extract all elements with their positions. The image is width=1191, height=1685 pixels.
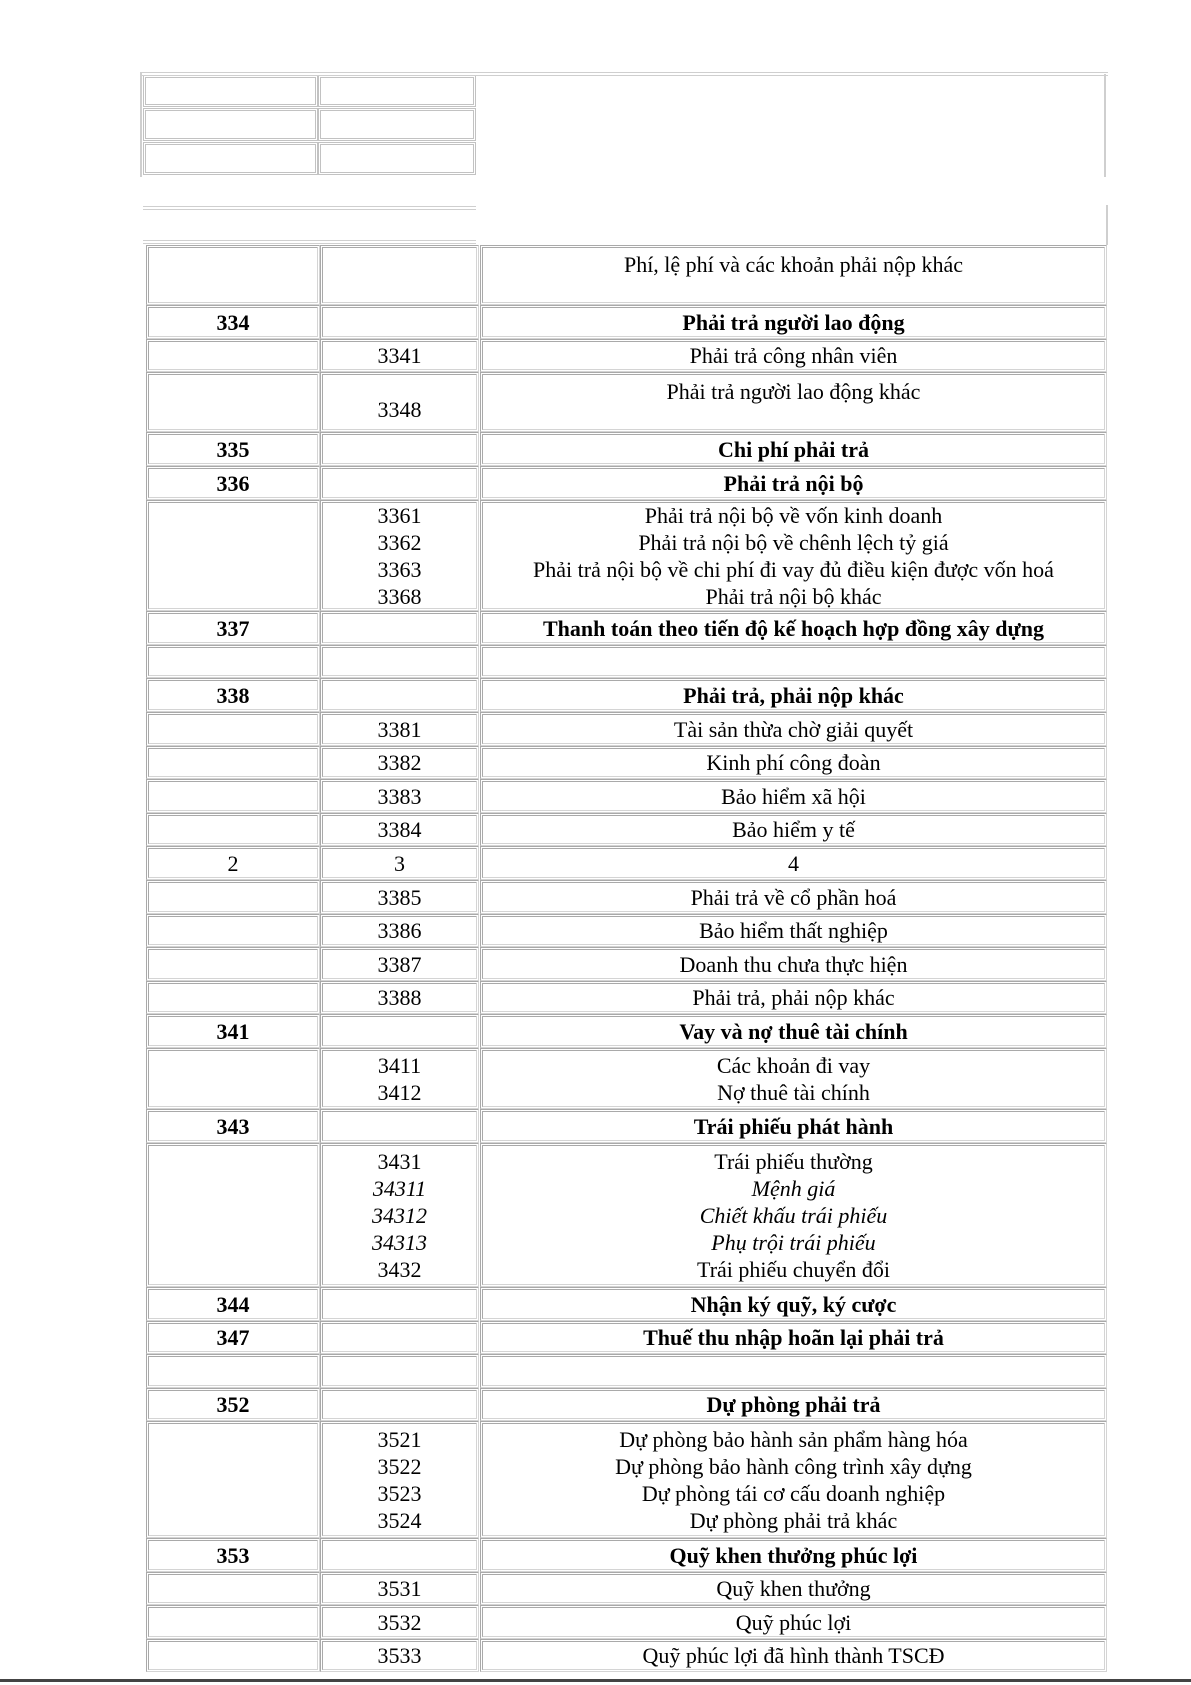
- sub-account-code: 3341: [377, 343, 422, 368]
- account-level1-cell: [146, 339, 320, 372]
- header-fragment-border: [1104, 74, 1106, 177]
- sub-account-code: 3431: [377, 1148, 422, 1174]
- account-level1-cell: [146, 914, 320, 947]
- account-name: Trái phiếu phát hành: [693, 1113, 894, 1139]
- account-name: Phải trả, phải nộp khác: [692, 985, 895, 1010]
- account-name: Các khoản đi vay: [716, 1052, 871, 1078]
- sub-account-code: 34312: [372, 1202, 427, 1228]
- account-level2-cell: [320, 813, 479, 846]
- sub-account-code: 3531: [377, 1576, 422, 1601]
- account-name-cell: [480, 645, 1107, 678]
- account-name-cell: [480, 1321, 1107, 1354]
- sub-account-code: 3383: [377, 783, 422, 809]
- account-name-cell: [480, 432, 1107, 466]
- account-name-cell: [480, 914, 1107, 947]
- account-name: Phụ trội trái phiếu: [711, 1229, 876, 1255]
- account-name: Bảo hiểm xã hội: [721, 783, 866, 809]
- account-name: Bảo hiểm thất nghiệp: [699, 918, 888, 943]
- account-name-cell: [480, 1354, 1107, 1388]
- account-code: 336: [216, 470, 250, 496]
- account-level2-cell: [320, 1605, 479, 1639]
- sub-account-code: 3533: [377, 1643, 422, 1668]
- account-name: Thanh toán theo tiến độ kế hoạch hợp đồng xây dựng: [543, 615, 1044, 641]
- sub-account-code: 3361: [377, 502, 422, 528]
- header-fragment-cell: [318, 142, 476, 175]
- account-code: 347: [216, 1325, 250, 1350]
- account-name: Phải trả nội bộ: [723, 470, 864, 496]
- account-level1-cell: [146, 432, 320, 466]
- header-fragment-cell: [143, 108, 318, 141]
- account-name-cell: [480, 305, 1107, 339]
- header-fragment-cell: [318, 108, 476, 141]
- account-code: 2: [227, 850, 239, 876]
- account-level1-cell: [146, 1287, 320, 1321]
- account-name: Dự phòng tái cơ cấu doanh nghiệp: [641, 1480, 946, 1506]
- account-name-cell: [480, 245, 1107, 305]
- sub-account-code: 3532: [377, 1609, 422, 1635]
- header-fragment-border: [1106, 205, 1108, 245]
- account-level2-cell: [320, 1572, 479, 1605]
- account-name: Phải trả, phải nộp khác: [683, 682, 904, 708]
- account-name: Doanh thu chưa thực hiện: [679, 951, 908, 977]
- account-level2-cell: [320, 1048, 479, 1109]
- account-level1-cell: [146, 981, 320, 1014]
- account-name: 4: [788, 850, 799, 876]
- account-name-cell: [480, 981, 1107, 1014]
- account-level2-cell: [320, 1421, 479, 1538]
- sub-account-code: 3432: [377, 1256, 422, 1282]
- account-code: 337: [216, 615, 250, 641]
- account-level1-cell: [146, 1605, 320, 1639]
- account-name-cell: [480, 372, 1107, 432]
- sub-account-code: 3387: [377, 951, 422, 977]
- account-level1-cell: [146, 813, 320, 846]
- account-name: Trái phiếu thường: [714, 1148, 873, 1174]
- account-code: 352: [216, 1392, 250, 1417]
- account-name: Dự phòng phải trả: [706, 1392, 881, 1417]
- account-level2-cell: [320, 1143, 479, 1287]
- header-fragment-border: [140, 72, 1108, 76]
- account-name: Quỹ phúc lợi: [735, 1609, 852, 1635]
- account-level1-cell: [146, 305, 320, 339]
- account-level1-cell: [146, 500, 320, 611]
- account-name-cell: [480, 1421, 1107, 1538]
- account-level2-cell: [320, 645, 479, 678]
- sub-account-code: 3363: [377, 556, 422, 582]
- account-level1-cell: [146, 1388, 320, 1421]
- sub-account-code: 3412: [377, 1079, 422, 1105]
- page-bottom-rule: [0, 1679, 1191, 1682]
- account-level1-cell: [146, 1639, 320, 1672]
- account-name: Quỹ khen thưởng: [716, 1576, 871, 1601]
- account-level2-cell: [320, 1639, 479, 1672]
- header-fragment-border: [140, 72, 142, 177]
- account-name: Dự phòng bảo hành sản phẩm hàng hóa: [619, 1426, 968, 1452]
- account-level2-cell: [320, 372, 479, 432]
- account-name-cell: [480, 1287, 1107, 1321]
- sub-account-code: 3: [394, 850, 405, 876]
- account-code: 341: [216, 1018, 250, 1044]
- account-level2-cell: [320, 245, 479, 305]
- account-code: 338: [216, 682, 250, 708]
- sub-account-code: 3384: [377, 817, 422, 842]
- account-name-cell: [480, 466, 1107, 500]
- account-level2-cell: [320, 678, 479, 712]
- sub-account-code: 3386: [377, 918, 422, 943]
- account-name-cell: [480, 779, 1107, 813]
- account-level1-cell: [146, 1538, 320, 1572]
- account-level2-cell: [320, 981, 479, 1014]
- header-fragment-cell: [143, 75, 318, 107]
- account-code: 334: [216, 309, 250, 335]
- account-name: Dự phòng phải trả khác: [689, 1507, 898, 1533]
- account-level2-cell: [320, 1109, 479, 1143]
- account-level2-cell: [320, 947, 479, 981]
- account-level2-cell: [320, 611, 479, 645]
- account-level2-cell: [320, 339, 479, 372]
- sub-account-code: 3368: [377, 583, 422, 609]
- account-name-cell: [480, 1572, 1107, 1605]
- header-fragment-border: [143, 206, 476, 210]
- account-name: Tài sản thừa chờ giải quyết: [673, 716, 914, 742]
- sub-account-code: 3522: [377, 1453, 422, 1479]
- account-level2-cell: [320, 746, 479, 779]
- account-name-cell: [480, 947, 1107, 981]
- account-level1-cell: [146, 611, 320, 645]
- account-name: Nhận ký quỹ, ký cược: [690, 1291, 897, 1317]
- account-level2-cell: [320, 500, 479, 611]
- account-name: Quỹ khen thưởng phúc lợi: [669, 1542, 918, 1568]
- account-name-cell: [480, 339, 1107, 372]
- account-level2-cell: [320, 1014, 479, 1048]
- account-name-cell: [480, 846, 1107, 880]
- account-level1-cell: [146, 1143, 320, 1287]
- sub-account-code: 3385: [377, 884, 422, 910]
- account-level2-cell: [320, 466, 479, 500]
- account-level1-cell: [146, 846, 320, 880]
- account-name: Phí, lệ phí và các khoản phải nộp khác: [623, 252, 964, 277]
- account-name-cell: [480, 1388, 1107, 1421]
- account-name: Phải trả nội bộ về chi phí đi vay đủ điều kiện được vốn hoá: [533, 556, 1054, 582]
- account-level1-cell: [146, 678, 320, 712]
- account-name: Phải trả công nhân viên: [689, 343, 898, 368]
- account-name-cell: [480, 611, 1107, 645]
- account-level1-cell: [146, 1109, 320, 1143]
- sub-account-code: 3521: [377, 1426, 422, 1452]
- account-level1-cell: [146, 712, 320, 746]
- account-name: Kinh phí công đoàn: [706, 750, 881, 775]
- account-name: Thuế thu nhập hoãn lại phải trả: [643, 1325, 944, 1350]
- account-name: Dự phòng bảo hành công trình xây dựng: [615, 1453, 972, 1479]
- account-name-cell: [480, 1538, 1107, 1572]
- account-name: Vay và nợ thuê tài chính: [679, 1018, 908, 1044]
- account-level2-cell: [320, 712, 479, 746]
- sub-account-code: 3523: [377, 1480, 422, 1506]
- account-level2-cell: [320, 1354, 479, 1388]
- account-level2-cell: [320, 1287, 479, 1321]
- account-name-cell: [480, 1014, 1107, 1048]
- account-level1-cell: [146, 1321, 320, 1354]
- account-level1-cell: [146, 880, 320, 914]
- header-fragment-border: [143, 240, 476, 244]
- account-name-cell: [480, 813, 1107, 846]
- sub-account-code: 3348: [377, 397, 422, 422]
- account-level1-cell: [146, 372, 320, 432]
- account-level2-cell: [320, 914, 479, 947]
- sub-account-code: 3381: [377, 716, 422, 742]
- account-name-cell: [480, 500, 1107, 611]
- account-level2-cell: [320, 846, 479, 880]
- account-level2-cell: [320, 1538, 479, 1572]
- account-level2-cell: [320, 432, 479, 466]
- account-code: 343: [216, 1113, 250, 1139]
- account-level1-cell: [146, 1048, 320, 1109]
- sub-account-code: 3382: [377, 750, 422, 775]
- account-name: Trái phiếu chuyển đổi: [697, 1256, 890, 1282]
- account-name: Phải trả nội bộ về chênh lệch tỷ giá: [638, 529, 949, 555]
- account-level1-cell: [146, 1014, 320, 1048]
- account-name: Phải trả nội bộ khác: [705, 583, 882, 609]
- account-level1-cell: [146, 947, 320, 981]
- sub-account-code: 3524: [377, 1507, 422, 1533]
- sub-account-code: 3362: [377, 529, 422, 555]
- account-level1-cell: [146, 1354, 320, 1388]
- sub-account-code: 3388: [377, 985, 422, 1010]
- account-name: Chi phí phải trả: [718, 436, 869, 462]
- account-name: Phải trả người lao động khác: [666, 379, 921, 404]
- account-name-cell: [480, 678, 1107, 712]
- account-level1-cell: [146, 245, 320, 305]
- account-name: Mệnh giá: [751, 1175, 836, 1201]
- account-name-cell: [480, 1109, 1107, 1143]
- account-name-cell: [480, 746, 1107, 779]
- account-name-cell: [480, 1143, 1107, 1287]
- account-name: Phải trả người lao động: [682, 309, 905, 335]
- account-level1-cell: [146, 645, 320, 678]
- account-level1-cell: [146, 1572, 320, 1605]
- account-level2-cell: [320, 1388, 479, 1421]
- sub-account-code: 3411: [377, 1052, 422, 1078]
- account-name-cell: [480, 1605, 1107, 1639]
- header-fragment-cell: [143, 142, 318, 175]
- account-name: Nợ thuê tài chính: [717, 1079, 870, 1105]
- account-name: Bảo hiểm y tế: [732, 817, 855, 842]
- sub-account-code: 34311: [372, 1175, 427, 1201]
- account-code: 335: [216, 436, 250, 462]
- account-code: 344: [216, 1291, 250, 1317]
- account-level2-cell: [320, 305, 479, 339]
- account-level2-cell: [320, 880, 479, 914]
- account-level2-cell: [320, 779, 479, 813]
- account-level1-cell: [146, 746, 320, 779]
- sub-account-code: 34313: [372, 1229, 427, 1255]
- account-name: Phải trả về cổ phần hoá: [690, 884, 897, 910]
- account-name: Phải trả nội bộ về vốn kinh doanh: [644, 502, 943, 528]
- account-name-cell: [480, 1048, 1107, 1109]
- account-name: Quỹ phúc lợi đã hình thành TSCĐ: [642, 1643, 945, 1668]
- account-level1-cell: [146, 779, 320, 813]
- account-level1-cell: [146, 466, 320, 500]
- account-name-cell: [480, 1639, 1107, 1672]
- account-code: 353: [216, 1542, 250, 1568]
- account-name-cell: [480, 880, 1107, 914]
- account-name: Chiết khấu trái phiếu: [699, 1202, 888, 1228]
- account-name-cell: [480, 712, 1107, 746]
- account-level2-cell: [320, 1321, 479, 1354]
- account-level1-cell: [146, 1421, 320, 1538]
- header-fragment-cell: [318, 75, 476, 107]
